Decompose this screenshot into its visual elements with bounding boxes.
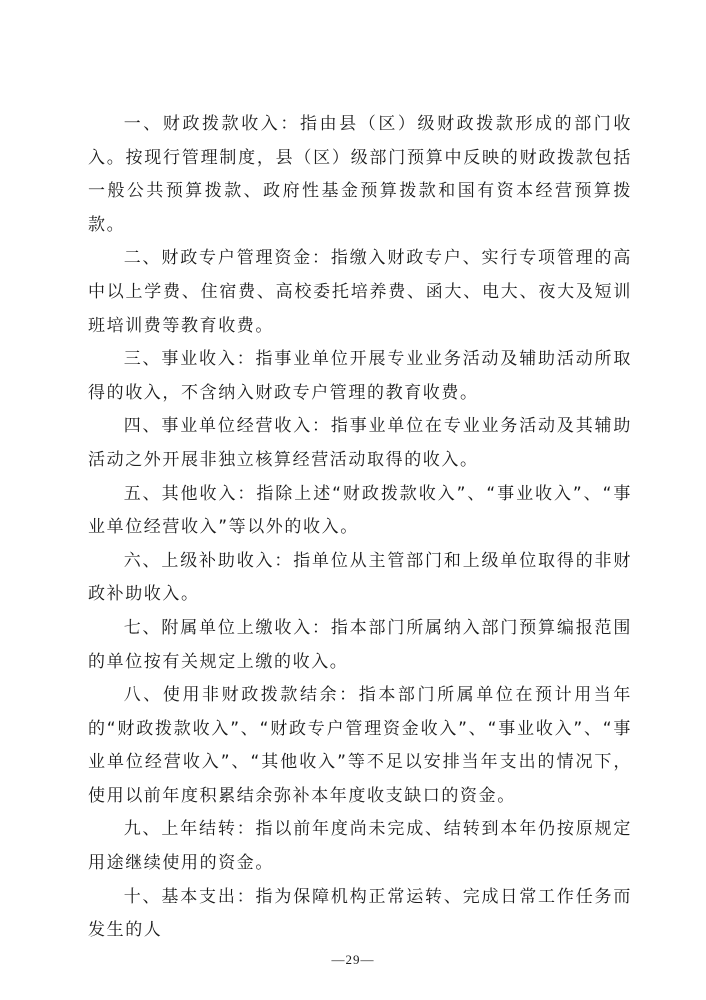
document-body [88,108,632,948]
paragraph-fiscal-allocation-income: 一、财政拨款收入：指由县（区）级财政拨款形成的部门收入。按现行管理制度，县（区）级部门预算中反映的财政拨款包括一般公共预算拨款、政府性基金预算拨款和国有资本经营预算拨款。 [88,114,632,235]
page-number: —29— [331,952,375,967]
paragraph-non-fiscal-balance-use: 八、使用非财政拨款结余：指本部门所属单位在预计用当年的“财政拨款收入”、“财政专户管理资金收入”、“事业收入”、“事业单位经营收入”、“其他收入”等不足以安排当年支出的情况下，使用以前年度积累结余弥补本年度收支缺口的资金。 [88,685,632,806]
paragraph-basic-expenditure: 十、基本支出：指为保障机构正常运转、完成日常工作任务而发生的人 [88,886,632,941]
paragraph-other-income: 五、其他收入：指除上述“财政拨款收入”、“事业收入”、“事业单位经营收入”等以外的收入。 [88,483,632,538]
paragraph-prior-year-carryover: 九、上年结转：指以前年度尚未完成、结转到本年仍按原规定用途继续使用的资金。 [88,819,632,874]
paragraph-affiliated-unit-remittance: 七、附属单位上缴收入：指本部门所属纳入部门预算编报范围的单位按有关规定上缴的收入。 [88,617,632,672]
paragraph-superior-subsidy-income: 六、上级补助收入：指单位从主管部门和上级单位取得的非财政补助收入。 [88,550,632,605]
paragraph-business-income: 三、事业收入：指事业单位开展专业业务活动及辅助活动所取得的收入，不含纳入财政专户管理的教育收费。 [88,349,632,403]
paragraph-operating-income: 四、事业单位经营收入：指事业单位在专业业务活动及其辅助活动之外开展非独立核算经营活动取得的收入。 [88,416,632,470]
paragraph-special-account-funds: 二、财政专户管理资金：指缴入财政专户、实行专项管理的高中以上学费、住宿费、高校委托培养费、函大、电大、夜大及短训班培训费等教育收费。 [88,248,632,336]
